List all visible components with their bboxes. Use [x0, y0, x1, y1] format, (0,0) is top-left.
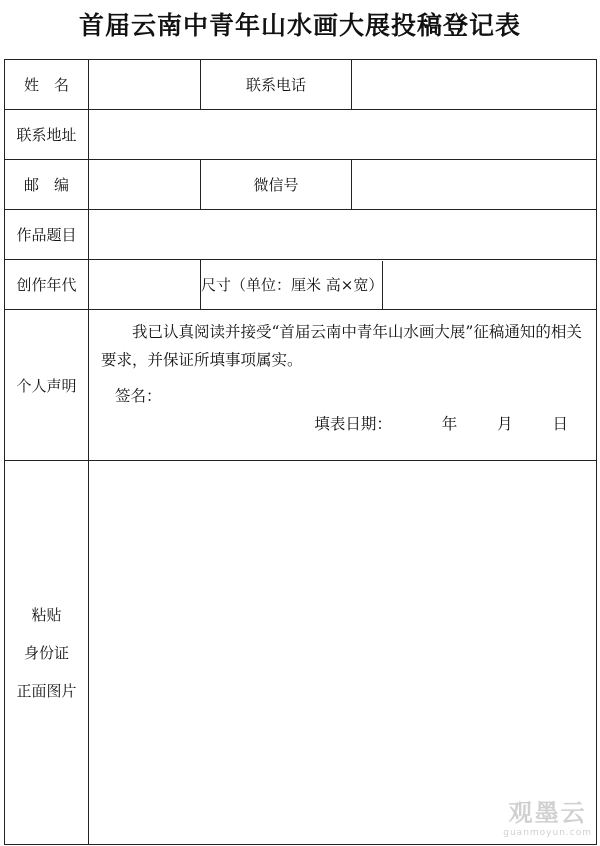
signature-line[interactable] [89, 384, 596, 406]
creation-year-field[interactable] [89, 260, 201, 310]
row-name-phone [5, 60, 597, 110]
name-label: 姓 名 [5, 60, 89, 110]
name-field[interactable] [89, 60, 201, 110]
id-photo-label-line3: 正面图片 [16, 681, 77, 700]
watermark-sub: guanmoyun.com [503, 828, 592, 838]
work-title-label: 作品题目 [5, 210, 89, 260]
work-title-field[interactable] [89, 210, 597, 260]
address-label: 联系地址 [5, 110, 89, 160]
row-declaration [5, 310, 597, 461]
size-field[interactable] [383, 261, 596, 309]
month-label: 月 [497, 415, 513, 433]
id-photo-label-line2: 身份证 [23, 643, 69, 662]
row-postcode-wechat [5, 160, 597, 210]
day-label: 日 [552, 415, 569, 433]
postcode-field[interactable] [89, 160, 201, 210]
declaration-label: 个人声明 [5, 310, 89, 461]
registration-form [4, 59, 597, 845]
row-work-title [5, 210, 597, 260]
postcode-label: 邮 编 [5, 160, 89, 210]
creation-year-label: 创作年代 [5, 260, 89, 310]
year-label: 年 [441, 415, 458, 433]
watermark-logo [503, 793, 592, 838]
watermark-main: 观墨云 [508, 799, 587, 827]
row-year-size [5, 260, 597, 310]
date-line [89, 412, 596, 434]
date-label: 填表日期： [314, 415, 392, 433]
declaration-text: 我已认真阅读并接受“首届云南中青年山水画大展”征稿通知的相关要求，并保证所填事项属实。 [101, 323, 582, 369]
phone-label: 联系电话 [201, 60, 352, 110]
phone-field[interactable] [352, 60, 597, 110]
signature-label: 签名： [115, 387, 162, 405]
address-field[interactable] [89, 110, 597, 160]
id-photo-label-line1: 粘贴 [31, 605, 62, 624]
id-photo-label [5, 461, 89, 845]
wechat-field[interactable] [352, 160, 597, 210]
form-title: 首届云南中青年山水画大展投稿登记表 [78, 11, 521, 40]
declaration-cell [89, 310, 597, 461]
id-photo-area[interactable] [89, 461, 597, 845]
size-label: 尺寸（单位：厘米 高×宽） [201, 261, 383, 309]
row-id-photo [5, 461, 597, 845]
size-cell [201, 260, 597, 310]
wechat-label: 微信号 [201, 160, 352, 210]
row-address [5, 110, 597, 160]
